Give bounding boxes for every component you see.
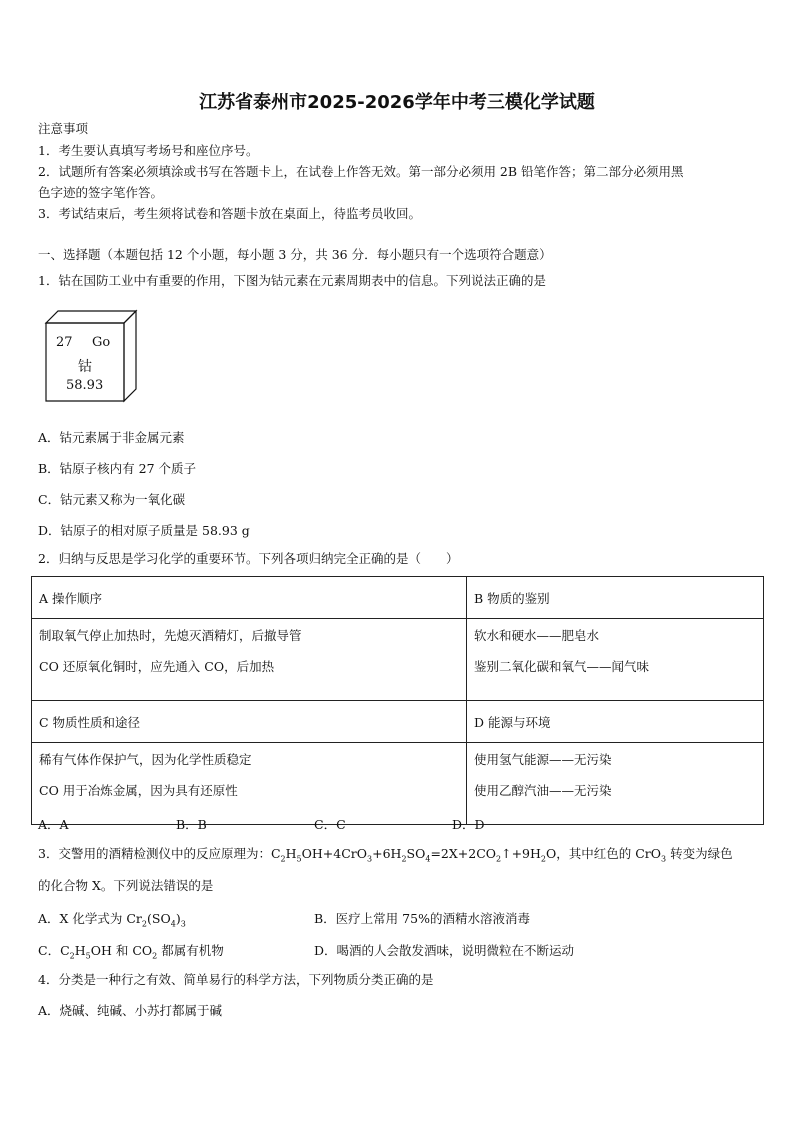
q3-stem-tail: 转变为绿色 xyxy=(666,846,733,861)
cell-a-heading: A 操作顺序 xyxy=(32,577,467,619)
cell-c-heading: C 物质性质和途径 xyxy=(32,701,467,743)
cell-b-body xyxy=(467,619,764,701)
note-item-3: 3．考试结束后，考生须将试卷和答题卡放在桌面上，待监考员收回。 xyxy=(38,206,421,221)
q1-option-c: C．钴元素又称为一氧化碳 xyxy=(38,492,186,507)
q3-option-c-suffix: 都属有机物 xyxy=(157,943,224,958)
q3-option-a-text: A．X 化学式为 Cr xyxy=(38,911,142,926)
q1-option-a: A．钴元素属于非金属元素 xyxy=(38,430,185,445)
element-cell xyxy=(40,309,140,403)
note-item-2-line-1: 2．试题所有答案必须填涂或书写在答题卡上，在试卷上作答无效。第一部分必须用 2B 铅笔作答；第二部分必须用黑 xyxy=(38,164,684,179)
question-4-stem: 4．分类是一种行之有效、简单易行的科学方法，下列物质分类正确的是 xyxy=(38,972,434,987)
q3-option-c-mid: OH 和 CO xyxy=(90,943,153,958)
element-mass: 58.93 xyxy=(66,378,104,393)
cell-d-heading: D 能源与环境 xyxy=(467,701,764,743)
cell-c-line-1: 稀有气体作保护气，因为化学性质稳定 xyxy=(39,752,252,767)
q3-stem-middle: ，其中红色的 CrO xyxy=(556,846,662,861)
q3-stem-prefix: 3．交警用的酒精检测仪中的反应原理为： xyxy=(38,846,271,861)
q4-option-a: A．烧碱、纯碱、小苏打都属于碱 xyxy=(38,1003,223,1018)
q3-option-c-h: H xyxy=(74,943,86,958)
q3-option-c-prefix: C．C xyxy=(38,943,70,958)
cell-c-line-2: CO 用于冶炼金属，因为具有还原性 xyxy=(39,783,238,798)
page-title: 江苏省泰州市2025-2026学年中考三模化学试题 xyxy=(199,92,595,113)
notes-heading: 注意事项 xyxy=(38,121,89,136)
q3-option-c: C．$C_2H_5OH$ 和 $CO_2$ 都属有机物 xyxy=(38,943,224,961)
q2-table xyxy=(31,576,764,825)
question-3-stem-line-1: 3．交警用的酒精检测仪中的反应原理为：$C_2H_5OH+4CrO_3+6H_2SO_4=2X+2CO_2↑+9H_2O$，其中红色的 CrO$_3$ 转变为绿色 xyxy=(38,846,733,864)
cell-a-body xyxy=(32,619,467,701)
element-symbol: Go xyxy=(92,335,111,350)
note-item-1: 1．考生要认真填写考场号和座位序号。 xyxy=(38,143,259,158)
q2-choice-b: B．B xyxy=(176,817,207,832)
element-name: 钴 xyxy=(78,359,92,375)
cell-b-heading: B 物质的鉴别 xyxy=(467,577,764,619)
q3-option-a: A．X 化学式为 $Cr_2(SO_4)_3$ xyxy=(38,911,186,929)
cell-d-body xyxy=(467,743,764,825)
cell-a-line-2: CO 还原氧化铜时，应先通入 CO，后加热 xyxy=(39,659,275,674)
section-heading: 一、选择题（本题包括 12 个小题，每小题 3 分，共 36 分．每小题只有一个选项符合题意） xyxy=(38,247,552,262)
cell-b-line-2: 鉴别二氧化碳和氧气——闻气味 xyxy=(474,659,650,674)
question-1-stem: 1．钴在国防工业中有重要的作用，下图为钴元素在元素周期表中的信息。下列说法正确的是 xyxy=(38,273,546,288)
q2-choice-d: D．D xyxy=(452,817,485,832)
cell-d-line-2: 使用乙醇汽油——无污染 xyxy=(474,783,612,798)
q1-option-d: D．钴原子的相对原子质量是 58.93 g xyxy=(38,523,250,538)
note-item-2-line-2: 色字迹的签字笔作答。 xyxy=(38,185,164,200)
q2-choice-a: A．A xyxy=(38,817,69,832)
cell-d-line-1: 使用氢气能源——无污染 xyxy=(474,752,612,767)
question-3-stem-line-2: 的化合物 X。下列说法错误的是 xyxy=(38,878,214,893)
cell-a-line-1: 制取氧气停止加热时，先熄灭酒精灯，后撤导管 xyxy=(39,628,302,643)
q3-equation: $C_2H_5OH+4CrO_3+6H_2SO_4=2X+2CO_2↑+9H_2O$ xyxy=(270,846,557,864)
q2-choice-c: C．C xyxy=(314,817,346,832)
element-number: 27 xyxy=(56,335,73,350)
cell-c-body xyxy=(32,743,467,825)
q3-option-b: B．医疗上常用 75%的酒精水溶液消毒 xyxy=(314,911,530,926)
cell-b-line-1: 软水和硬水——肥皂水 xyxy=(474,628,600,643)
q3-option-d: D．喝酒的人会散发酒味，说明微粒在不断运动 xyxy=(314,943,575,958)
q1-option-b: B．钴原子核内有 27 个质子 xyxy=(38,461,197,476)
question-2-stem: 2．归纳与反思是学习化学的重要环节。下列各项归纳完全正确的是（ ） xyxy=(38,551,459,566)
